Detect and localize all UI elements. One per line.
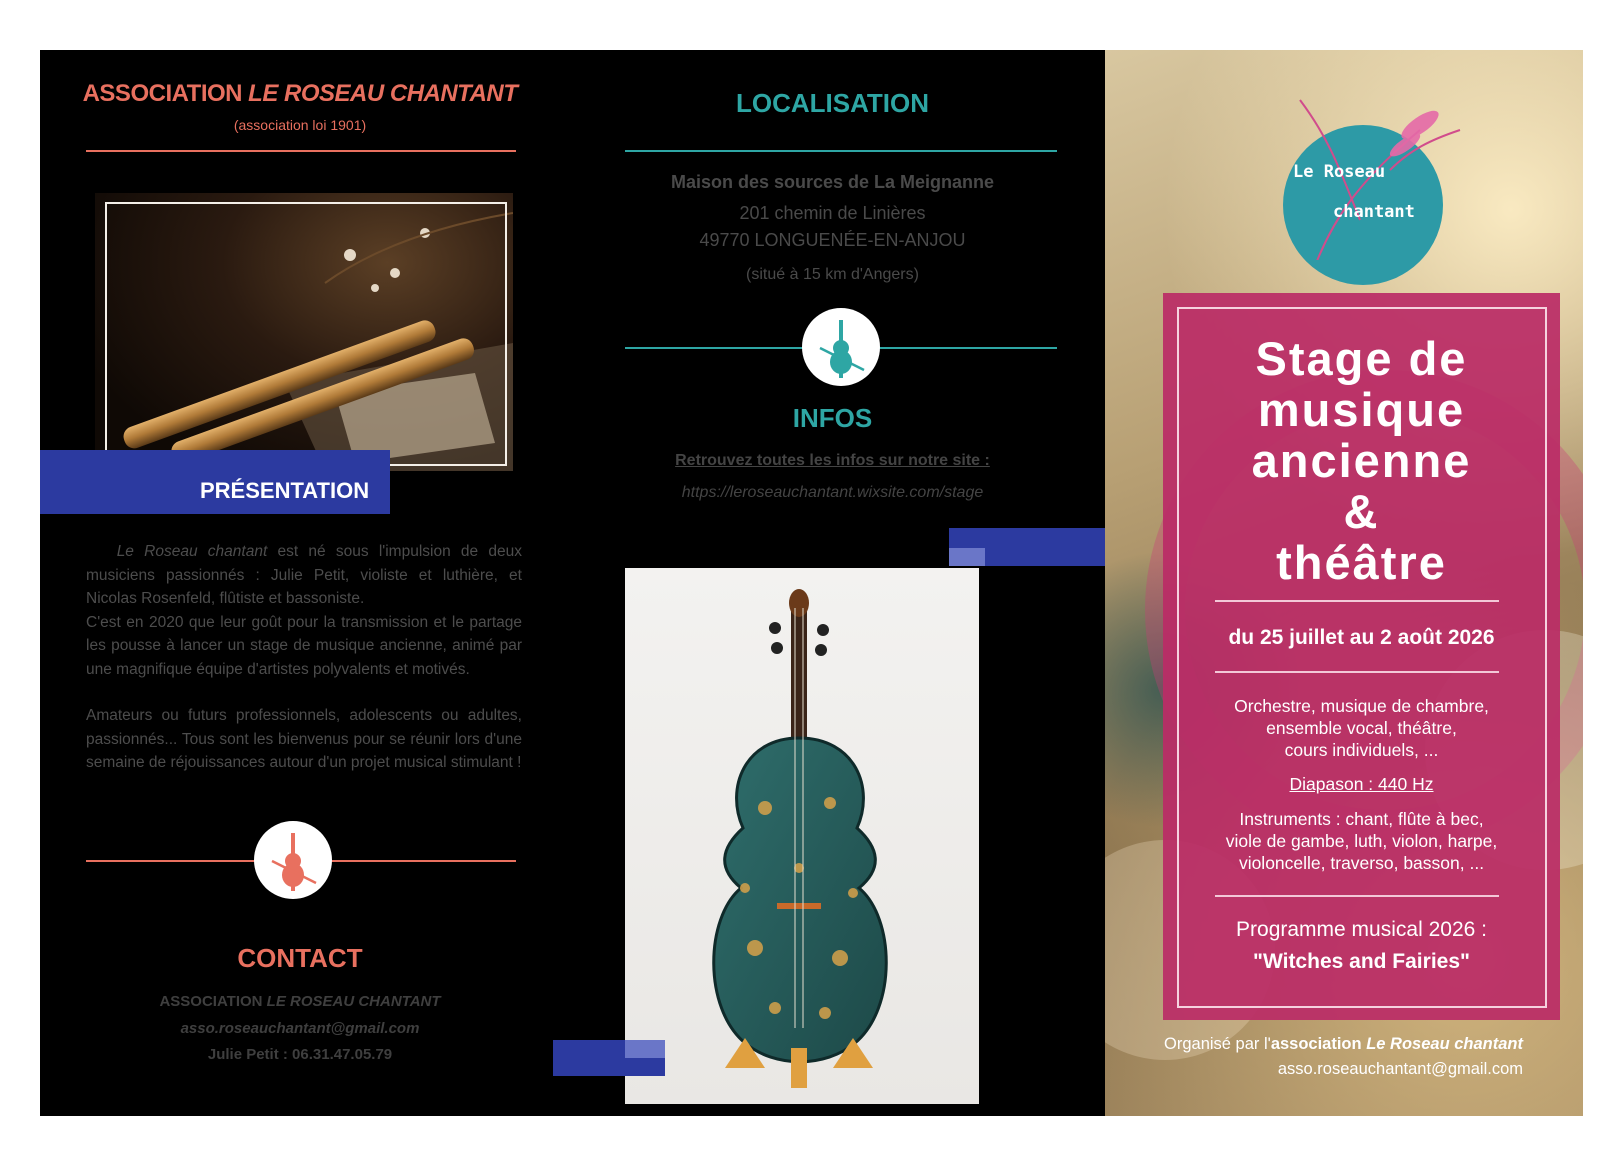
organiser-line <box>1164 1035 1523 1054</box>
panel-cover <box>1105 50 1583 1116</box>
address-street: 201 chemin de Linières <box>739 203 926 223</box>
association-title <box>40 80 560 108</box>
programme-label: Programme musical 2026 : <box>1236 918 1487 941</box>
organiser-prefix: Organisé par l' <box>1164 1035 1271 1053</box>
instruments-line: Instruments : chant, flûte à bec, <box>1239 809 1484 829</box>
presentation-paragraph-1: est né sous l'impulsion de deux musiciens passionnés : Julie Petit, violiste et luthière, et Nicolas Rosenfeld, flûtiste et bassoniste. <box>86 543 523 607</box>
address-place: Maison des sources de La Meignanne <box>670 172 995 192</box>
diapason <box>1163 773 1560 795</box>
contact-phone: Julie Petit : 06.31.47.05.79 <box>207 1046 393 1063</box>
activity-line: ensemble vocal, théâtre, <box>1266 718 1457 738</box>
association-prefix: ASSOCIATION <box>82 80 242 107</box>
activity-line: Orchestre, musique de chambre, <box>1234 696 1489 716</box>
instruments-line: violoncelle, traverso, basson, ... <box>1238 853 1485 873</box>
brochure-sheet <box>40 50 1583 1116</box>
presentation-paragraph-3: Amateurs ou futurs professionnels, adolescents ou adultes, passionnés... Tous sont les bienvenus pour se réunir lors d'une semaine de réjouissances autour d'un projet musical stimulant ! <box>86 707 522 771</box>
divider <box>625 150 1057 152</box>
contact-association-name: LE ROSEAU CHANTANT <box>266 993 441 1010</box>
contact-heading: CONTACT <box>237 943 363 973</box>
divider <box>1215 600 1499 602</box>
organiser-email[interactable]: asso.roseauchantant@gmail.com <box>1277 1060 1523 1078</box>
reed-logo-icon <box>1270 60 1470 260</box>
divider <box>1215 671 1499 673</box>
association-name: LE ROSEAU CHANTANT <box>248 80 518 107</box>
title-line: Stage de <box>1255 332 1468 385</box>
title-line: ancienne <box>1251 434 1472 487</box>
infos-heading: INFOS <box>792 403 873 433</box>
title-line: musique <box>1257 383 1466 436</box>
violin-icon <box>254 821 332 899</box>
divider <box>86 150 516 152</box>
infos-url[interactable]: https://leroseauchantant.wixsite.com/stage <box>681 484 984 501</box>
programme-title: "Witches and Fairies" <box>1253 950 1470 973</box>
photo-frame <box>105 202 507 466</box>
address-note: (situé à 15 km d'Angers) <box>746 266 919 283</box>
divider <box>1215 895 1499 897</box>
title-line: & <box>1343 485 1380 538</box>
presentation-text <box>86 540 522 798</box>
association-subtitle: (association loi 1901) <box>233 117 367 133</box>
panel-localisation <box>560 50 1105 1116</box>
stage-title <box>1163 333 1560 588</box>
activity-line: cours individuels, ... <box>1284 740 1439 760</box>
presentation-association-name: Le Roseau chantant <box>116 543 268 560</box>
infos-link-label[interactable]: Retrouvez toutes les infos sur notre site : <box>675 452 990 469</box>
diapason-text: Diapason : 440 Hz <box>1289 774 1434 794</box>
address-city: 49770 LONGUENÉE-EN-ANJOU <box>699 230 966 250</box>
instruments-list <box>1163 808 1560 874</box>
cello-icon <box>802 308 880 386</box>
cello-photo <box>625 568 979 1104</box>
panel-presentation <box>40 50 560 1116</box>
logo-text-line1: Le Roseau <box>1293 162 1386 182</box>
organiser-name: Le Roseau chantant <box>1366 1035 1523 1053</box>
instruments-line: viole de gambe, luth, violon, harpe, <box>1225 831 1498 851</box>
logo-text-line2: chantant <box>1333 202 1415 222</box>
localisation-heading: LOCALISATION <box>735 88 930 118</box>
decor-block <box>949 548 985 566</box>
organiser-assoc: association <box>1270 1035 1362 1053</box>
contact-association <box>40 993 560 1010</box>
presentation-heading: PRÉSENTATION <box>200 478 370 503</box>
contact-email[interactable]: asso.roseauchantant@gmail.com <box>180 1020 420 1037</box>
cello-illustration <box>625 568 979 1104</box>
stage-dates: du 25 juillet au 2 août 2026 <box>1228 626 1495 649</box>
presentation-paragraph-2: C'est en 2020 que leur goût pour la transmission et le partage les pousse à lancer un stage de musique ancienne, animé par une magnifique équipe d'artistes polyvalents et motivés. <box>86 613 522 678</box>
title-line: théâtre <box>1276 536 1447 589</box>
contact-association-prefix: ASSOCIATION <box>159 993 263 1010</box>
activities-list <box>1163 695 1560 761</box>
decor-block <box>625 1040 665 1058</box>
